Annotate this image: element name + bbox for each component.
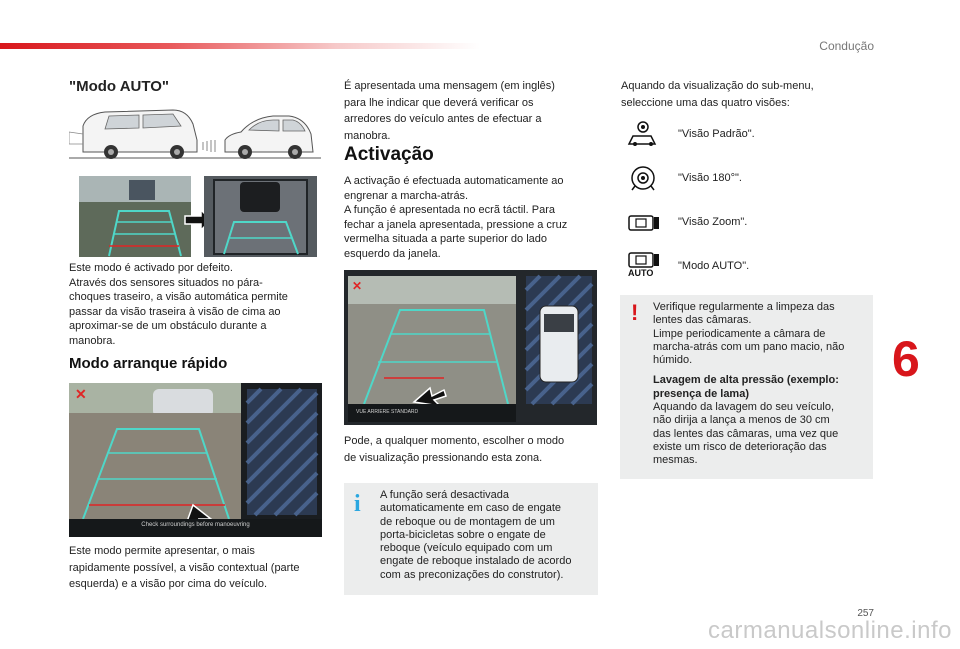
- view-label-auto: "Modo AUTO".: [678, 260, 750, 272]
- warning-text: Verifique regularmente a limpeza das lentes das câmaras. Limpe periodicamente a câmara de marcha-atrás com um pano macio, não húmido. Lavagem de alta pressão (exemplo: presença de lama) Aquando da lavagem do seu veículo, não dirija a lança a menos de 30 cm das lentes das câmaras, uma vez que existe um risco de deterioração das mesmas.: [653, 301, 845, 467]
- info-icon: i: [354, 491, 361, 517]
- heading-quick-start: Modo arranque rápido: [69, 355, 228, 372]
- warning-box: [620, 295, 873, 479]
- top-camera-view-image: [204, 176, 317, 257]
- page-number: 257: [857, 608, 874, 619]
- info-text: A função será desactivada automaticamente em caso de engate de reboque ou de montagem de um porta-bicicletas sobre o engate de reboque (veículo equipado com um engate de reboque instalado de acordo com as preconizações do construtor).: [380, 489, 572, 581]
- info-box: [344, 483, 598, 595]
- screen-caption: Check surroundings before manoeuvring: [141, 522, 250, 528]
- vehicle-sensor-illustration: [69, 104, 321, 162]
- 180-view-icon[interactable]: [629, 164, 657, 192]
- choose-view-text: Pode, a qualquer momento, escolher o modo de visualização pressionando esta zona.: [344, 435, 565, 464]
- car-drawing: [225, 116, 313, 159]
- activation-screen-image: [344, 270, 597, 425]
- auto-mode-text: Este modo é activado por defeito. Através dos sensores situados no pára- choques traseiro, a visão automática permite passar da visão traseira à visão de cima ao aproximar-se de um obstáculo durante a manobra.: [69, 262, 288, 347]
- zoom-view-icon[interactable]: [628, 213, 660, 233]
- van-drawing: [69, 110, 197, 159]
- quick-start-screen-image: [69, 383, 322, 537]
- view-label-180: "Visão 180°".: [678, 172, 742, 184]
- submenu-intro: Aquando da visualização do sub-menu, seleccione uma das quatro visões:: [621, 80, 814, 109]
- activation-text: A activação é efectuada automaticamente ao engrenar a marcha-atrás. A função é apresentada no ecrã táctil. Para fechar a janela apresentada, pressione a cruz vermelha situada a parte superior do lado esquerdo da janela.: [344, 175, 568, 260]
- heading-activation: Activação: [344, 144, 434, 165]
- svg-text:✕: ✕: [75, 386, 87, 402]
- screen-caption-standard[interactable]: VUE ARRIERE STANDARD: [356, 409, 419, 415]
- warning-icon: !: [631, 300, 639, 325]
- message-text: É apresentada uma mensagem (em inglês) para lhe indicar que deverá verificar os arredores do veículo antes de efectuar a manobra.: [344, 80, 555, 142]
- svg-text:✕: ✕: [352, 279, 363, 293]
- standard-view-icon[interactable]: [627, 120, 659, 148]
- view-label-standard: "Visão Padrão".: [678, 128, 755, 140]
- view-label-zoom: "Visão Zoom".: [678, 216, 748, 228]
- sensor-waves: [203, 140, 215, 152]
- auto-icon-text: AUTO: [628, 268, 654, 278]
- header-accent-bar: [0, 43, 480, 49]
- quick-start-text: Este modo permite apresentar, o mais rapidamente possível, a visão contextual (parte esquerda) e a visão por cima do veículo.: [69, 545, 300, 590]
- rear-camera-view-image: [79, 176, 191, 257]
- watermark: carmanualsonline.info: [708, 617, 952, 644]
- auto-view-icon[interactable]: [628, 252, 660, 268]
- chapter-number: 6: [892, 331, 920, 387]
- section-title: Condução: [819, 39, 874, 53]
- heading-modo-auto: "Modo AUTO": [69, 78, 170, 95]
